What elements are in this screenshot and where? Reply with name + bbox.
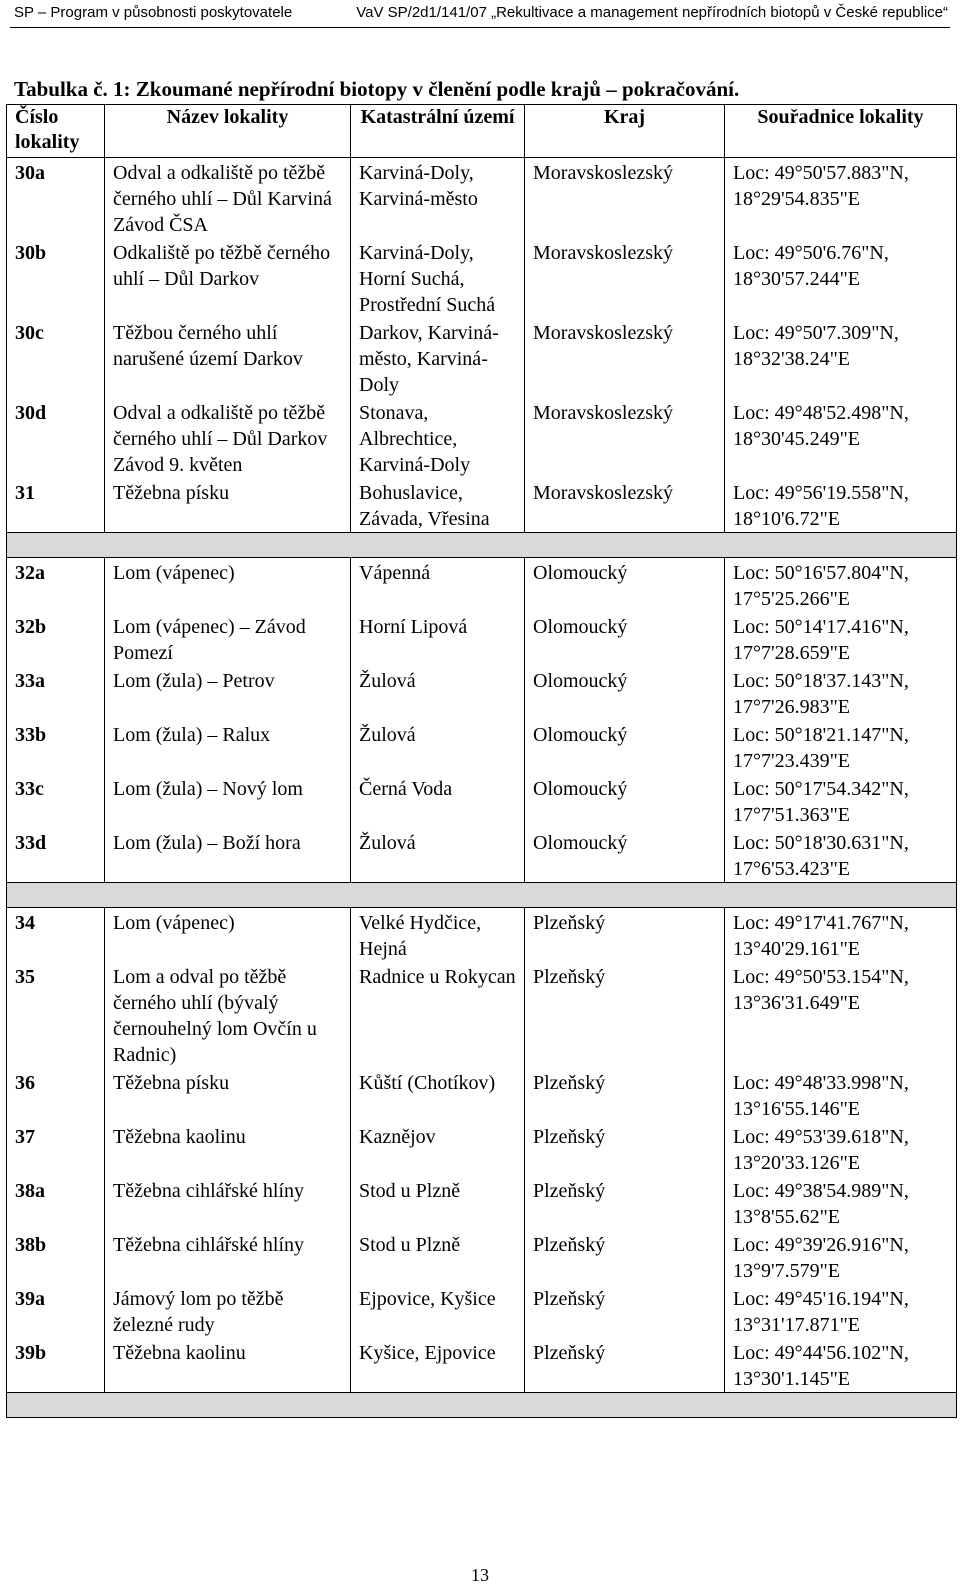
page-header bbox=[0, 0, 960, 28]
header-right-text: VaV SP/2d1/141/07 „Rekultivace a management nepřírodních biotopů v České republice“ bbox=[356, 4, 948, 21]
table-row bbox=[7, 158, 957, 239]
cell-number: 32a bbox=[7, 558, 105, 613]
table-row bbox=[7, 828, 957, 883]
cell-cadastre: Ejpovice, Kyšice bbox=[351, 1284, 525, 1338]
page-number: 13 bbox=[471, 1565, 489, 1585]
cell-region: Plzeňský bbox=[525, 1068, 725, 1122]
cell-name: Těžebna kaolinu bbox=[105, 1338, 351, 1393]
cell-cadastre: Kaznějov bbox=[351, 1122, 525, 1176]
cell-region: Moravskoslezský bbox=[525, 158, 725, 239]
cell-coordinates: Loc: 49°50'6.76"N, 18°30'57.244"E bbox=[725, 238, 957, 318]
cell-coordinates: Loc: 49°48'52.498"N, 18°30'45.249"E bbox=[725, 398, 957, 478]
cell-coordinates: Loc: 50°17'54.342"N, 17°7'51.363"E bbox=[725, 774, 957, 828]
cell-name: Těžebna cihlářské hlíny bbox=[105, 1230, 351, 1284]
table-row bbox=[7, 1122, 957, 1176]
table-row bbox=[7, 720, 957, 774]
cell-cadastre: Kyšice, Ejpovice bbox=[351, 1338, 525, 1393]
cell-coordinates: Loc: 50°16'57.804"N, 17°5'25.266"E bbox=[725, 558, 957, 613]
table-row bbox=[7, 558, 957, 613]
cell-cadastre: Velké Hydčice, Hejná bbox=[351, 908, 525, 963]
cell-cadastre: Darkov, Karviná-město, Karviná-Doly bbox=[351, 318, 525, 398]
column-header-name: Název lokality bbox=[105, 105, 351, 158]
cell-region: Plzeňský bbox=[525, 962, 725, 1068]
cell-cadastre: Černá Voda bbox=[351, 774, 525, 828]
table-row bbox=[7, 478, 957, 533]
cell-coordinates: Loc: 49°44'56.102"N, 13°30'1.145"E bbox=[725, 1338, 957, 1393]
cell-cadastre: Kůští (Chotíkov) bbox=[351, 1068, 525, 1122]
cell-coordinates: Loc: 49°56'19.558"N, 18°10'6.72"E bbox=[725, 478, 957, 533]
table-row bbox=[7, 1068, 957, 1122]
cell-region: Olomoucký bbox=[525, 666, 725, 720]
cell-number: 33d bbox=[7, 828, 105, 883]
cell-number: 33a bbox=[7, 666, 105, 720]
cell-coordinates: Loc: 50°18'37.143"N, 17°7'26.983"E bbox=[725, 666, 957, 720]
table-row bbox=[7, 1176, 957, 1230]
cell-coordinates: Loc: 49°53'39.618"N, 13°20'33.126"E bbox=[725, 1122, 957, 1176]
cell-number: 34 bbox=[7, 908, 105, 963]
cell-coordinates: Loc: 49°50'53.154"N, 13°36'31.649"E bbox=[725, 962, 957, 1068]
cell-name: Lom (žula) – Petrov bbox=[105, 666, 351, 720]
cell-region: Plzeňský bbox=[525, 1176, 725, 1230]
cell-region: Moravskoslezský bbox=[525, 238, 725, 318]
cell-number: 35 bbox=[7, 962, 105, 1068]
cell-region: Moravskoslezský bbox=[525, 398, 725, 478]
cell-cadastre: Bohuslavice, Závada, Vřesina bbox=[351, 478, 525, 533]
table-row bbox=[7, 666, 957, 720]
table-header-row bbox=[7, 105, 957, 158]
table-row bbox=[7, 1230, 957, 1284]
table-row bbox=[7, 962, 957, 1068]
cell-cadastre: Žulová bbox=[351, 828, 525, 883]
cell-cadastre: Vápenná bbox=[351, 558, 525, 613]
table-row bbox=[7, 774, 957, 828]
cell-name: Lom (vápenec) bbox=[105, 908, 351, 963]
cell-name: Odkaliště po těžbě černého uhlí – Důl Darkov bbox=[105, 238, 351, 318]
group-separator-row bbox=[7, 533, 957, 558]
cell-coordinates: Loc: 49°17'41.767"N, 13°40'29.161"E bbox=[725, 908, 957, 963]
table-row bbox=[7, 1284, 957, 1338]
cell-number: 33c bbox=[7, 774, 105, 828]
cell-coordinates: Loc: 49°39'26.916"N, 13°9'7.579"E bbox=[725, 1230, 957, 1284]
cell-coordinates: Loc: 50°14'17.416"N, 17°7'28.659"E bbox=[725, 612, 957, 666]
cell-number: 33b bbox=[7, 720, 105, 774]
cell-region: Plzeňský bbox=[525, 1284, 725, 1338]
cell-cadastre: Radnice u Rokycan bbox=[351, 962, 525, 1068]
table-row bbox=[7, 612, 957, 666]
cell-coordinates: Loc: 49°50'57.883"N, 18°29'54.835"E bbox=[725, 158, 957, 239]
cell-coordinates: Loc: 49°50'7.309"N, 18°32'38.24"E bbox=[725, 318, 957, 398]
cell-name: Lom (žula) – Boží hora bbox=[105, 828, 351, 883]
cell-number: 31 bbox=[7, 478, 105, 533]
cell-name: Lom (žula) – Ralux bbox=[105, 720, 351, 774]
cell-name: Těžebna cihlářské hlíny bbox=[105, 1176, 351, 1230]
cell-number: 39a bbox=[7, 1284, 105, 1338]
cell-number: 39b bbox=[7, 1338, 105, 1393]
cell-region: Olomoucký bbox=[525, 828, 725, 883]
cell-region: Plzeňský bbox=[525, 908, 725, 963]
header-rule bbox=[10, 27, 950, 28]
cell-region: Olomoucký bbox=[525, 612, 725, 666]
cell-name: Jámový lom po těžbě železné rudy bbox=[105, 1284, 351, 1338]
group-separator-row bbox=[7, 883, 957, 908]
cell-number: 30a bbox=[7, 158, 105, 239]
cell-name: Lom (vápenec) – Závod Pomezí bbox=[105, 612, 351, 666]
cell-name: Těžebna kaolinu bbox=[105, 1122, 351, 1176]
biotope-table bbox=[6, 104, 957, 1418]
table-row bbox=[7, 908, 957, 963]
cell-region: Moravskoslezský bbox=[525, 318, 725, 398]
cell-cadastre: Stod u Plzně bbox=[351, 1230, 525, 1284]
group-separator-row bbox=[7, 1393, 957, 1418]
cell-coordinates: Loc: 50°18'30.631"N, 17°6'53.423"E bbox=[725, 828, 957, 883]
header-left-text: SP – Program v působnosti poskytovatele bbox=[14, 4, 293, 21]
cell-region: Moravskoslezský bbox=[525, 478, 725, 533]
cell-number: 30d bbox=[7, 398, 105, 478]
cell-coordinates: Loc: 49°48'33.998"N, 13°16'55.146"E bbox=[725, 1068, 957, 1122]
cell-name: Těžebna písku bbox=[105, 478, 351, 533]
cell-number: 30b bbox=[7, 238, 105, 318]
cell-coordinates: Loc: 50°18'21.147"N, 17°7'23.439"E bbox=[725, 720, 957, 774]
cell-coordinates: Loc: 49°38'54.989"N, 13°8'55.62"E bbox=[725, 1176, 957, 1230]
group-plzensky bbox=[7, 908, 957, 1393]
cell-number: 36 bbox=[7, 1068, 105, 1122]
group-olomoucky bbox=[7, 558, 957, 883]
cell-number: 38b bbox=[7, 1230, 105, 1284]
cell-name: Lom (žula) – Nový lom bbox=[105, 774, 351, 828]
cell-coordinates: Loc: 49°45'16.194"N, 13°31'17.871"E bbox=[725, 1284, 957, 1338]
cell-name: Odval a odkaliště po těžbě černého uhlí – Důl Karviná Závod ČSA bbox=[105, 158, 351, 239]
table-row bbox=[7, 238, 957, 318]
cell-region: Olomoucký bbox=[525, 558, 725, 613]
cell-number: 37 bbox=[7, 1122, 105, 1176]
column-header-region: Kraj bbox=[525, 105, 725, 158]
group-moravskoslezsky bbox=[7, 158, 957, 533]
cell-number: 38a bbox=[7, 1176, 105, 1230]
cell-cadastre: Karviná-Doly, Horní Suchá, Prostřední Suchá bbox=[351, 238, 525, 318]
cell-cadastre: Stonava, Albrechtice, Karviná-Doly bbox=[351, 398, 525, 478]
cell-region: Plzeňský bbox=[525, 1122, 725, 1176]
table-caption: Tabulka č. 1: Zkoumané nepřírodní biotopy v členění podle krajů – pokračování. bbox=[14, 77, 740, 101]
cell-region: Plzeňský bbox=[525, 1338, 725, 1393]
cell-region: Olomoucký bbox=[525, 720, 725, 774]
table-row bbox=[7, 398, 957, 478]
cell-name: Těžbou černého uhlí narušené území Darkov bbox=[105, 318, 351, 398]
cell-cadastre: Žulová bbox=[351, 666, 525, 720]
cell-region: Plzeňský bbox=[525, 1230, 725, 1284]
cell-name: Lom (vápenec) bbox=[105, 558, 351, 613]
cell-number: 30c bbox=[7, 318, 105, 398]
cell-region: Olomoucký bbox=[525, 774, 725, 828]
cell-cadastre: Karviná-Doly, Karviná-město bbox=[351, 158, 525, 239]
cell-name: Lom a odval po těžbě černého uhlí (bývalý černouhelný lom Ovčín u Radnic) bbox=[105, 962, 351, 1068]
column-header-number: Číslo lokality bbox=[7, 105, 105, 158]
cell-cadastre: Stod u Plzně bbox=[351, 1176, 525, 1230]
cell-cadastre: Horní Lipová bbox=[351, 612, 525, 666]
cell-cadastre: Žulová bbox=[351, 720, 525, 774]
column-header-coordinates: Souřadnice lokality bbox=[725, 105, 957, 158]
table-row bbox=[7, 318, 957, 398]
column-header-cadastre: Katastrální území bbox=[351, 105, 525, 158]
cell-name: Odval a odkaliště po těžbě černého uhlí – Důl Darkov Závod 9. květen bbox=[105, 398, 351, 478]
table-row bbox=[7, 1338, 957, 1393]
cell-name: Těžebna písku bbox=[105, 1068, 351, 1122]
cell-number: 32b bbox=[7, 612, 105, 666]
